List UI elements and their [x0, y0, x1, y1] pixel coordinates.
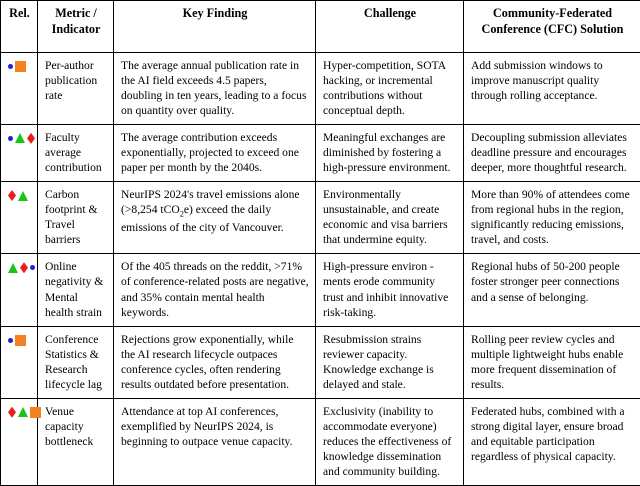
table-row [1, 182, 640, 254]
metric-indicator-cell: Venue capacity bottleneck [38, 398, 114, 485]
challenge-cell: Hyper-competition, SOTA hacking, or incremental contributions without conceptual depth. [316, 52, 464, 124]
header-label-solution-line2: Conference (CFC) Solution [482, 22, 624, 36]
key-finding-cell: Attendance at top AI conferences, exemplified by NeurIPS 2024, is beginning to outpace venue capacity. [114, 398, 316, 485]
cfc-solution-cell: Federated hubs, combined with a strong digital layer, ensure broad and equitable participation regardless of physical capacity. [464, 398, 640, 485]
blue-dot-marker-icon [8, 64, 13, 69]
blue-dot-marker-icon [30, 265, 35, 270]
header-row [1, 1, 640, 53]
red-diamond-marker-icon [8, 407, 16, 418]
challenge-cell: Resubmission strains reviewer capacity. Knowledge exchange is delayed and stale. [316, 326, 464, 398]
column-header-challenge [316, 1, 464, 53]
column-header-rel [1, 1, 38, 53]
header-label-metric-line1: Metric / [55, 6, 97, 20]
relevance-markers-cell [1, 182, 38, 254]
header-label-key-finding: Key Finding [183, 6, 248, 20]
cfc-solution-cell: Decoupling submission alleviates deadline pressure and encourages deeper, more thoughtful research. [464, 124, 640, 181]
cfc-solution-cell: Regional hubs of 50-200 people foster stronger peer connections and a sense of belonging. [464, 254, 640, 326]
table-header [1, 1, 640, 53]
relevance-markers-cell [1, 326, 38, 398]
green-triangle-marker-icon [18, 407, 28, 417]
green-triangle-marker-icon [8, 263, 18, 273]
key-finding-cell: The average contribution exceeds exponentially, projected to exceed one paper per month by the 2040s. [114, 124, 316, 181]
table-row [1, 124, 640, 181]
table-row [1, 52, 640, 124]
cfc-solution-cell: Rolling peer review cycles and multiple lightweight hubs enable more frequent dissemination of results. [464, 326, 640, 398]
red-diamond-marker-icon [8, 190, 16, 201]
orange-square-marker-icon [30, 407, 41, 418]
column-header-metric [38, 1, 114, 53]
orange-square-marker-icon [15, 61, 26, 72]
table-row [1, 254, 640, 326]
header-label-solution-line1: Community-Federated [493, 6, 612, 20]
column-header-cfc-solution [464, 1, 640, 53]
table-row [1, 398, 640, 485]
red-diamond-marker-icon [20, 262, 28, 273]
header-label-metric-line2: Indicator [52, 22, 101, 36]
metric-indicator-cell: Faculty average contribution [38, 124, 114, 181]
key-finding-text-part1: NeurIPS 2024's travel emissions alone (>8,254 tCO [121, 188, 300, 216]
header-label-rel: Rel. [9, 6, 30, 20]
relevance-markers-cell [1, 124, 38, 181]
column-header-key-finding [114, 1, 316, 53]
challenge-cell: High-pressure environ -ments erode community trust and inhibit innovative risk-taking. [316, 254, 464, 326]
header-label-challenge: Challenge [364, 6, 416, 20]
blue-dot-marker-icon [8, 338, 13, 343]
metric-indicator-cell: Per-author publication rate [38, 52, 114, 124]
relevance-markers-cell [1, 398, 38, 485]
red-diamond-marker-icon [27, 133, 35, 144]
metric-indicator-cell: Conference Statistics & Research lifecycle lag [38, 326, 114, 398]
key-finding-cell: Of the 405 threads on the reddit, >71% of conference-related posts are negative, and 35% contain mental health keywords. [114, 254, 316, 326]
metric-indicator-cell: Online negativity & Mental health strain [38, 254, 114, 326]
relevance-markers-cell [1, 52, 38, 124]
table-row [1, 326, 640, 398]
key-finding-cell: The average annual publication rate in the AI field exceeds 4.5 papers, doubling in ten years, leading to a focus on quantity over quality. [114, 52, 316, 124]
key-finding-subscript: 2 [180, 210, 184, 219]
relevance-markers-cell [1, 254, 38, 326]
blue-dot-marker-icon [8, 136, 13, 141]
cfc-solution-cell: Add submission windows to improve manuscript quality through rolling acceptance. [464, 52, 640, 124]
challenge-cell: Meaningful exchanges are diminished by fostering a high-pressure environment. [316, 124, 464, 181]
metric-indicator-cell: Carbon footprint & Travel barriers [38, 182, 114, 254]
table-body [1, 52, 640, 486]
key-finding-cell [114, 182, 316, 254]
cfc-solution-cell: More than 90% of attendees come from regional hubs in the region, significantly reducing emissions, travel, and costs. [464, 182, 640, 254]
orange-square-marker-icon [15, 335, 26, 346]
challenge-cell: Exclusivity (inability to accommodate everyone) reduces the effectiveness of knowledge dissemination and community building. [316, 398, 464, 485]
green-triangle-marker-icon [18, 191, 28, 201]
challenge-cell: Environmentally unsustainable, and create economic and visa barriers that undermine equity. [316, 182, 464, 254]
green-triangle-marker-icon [15, 133, 25, 143]
key-finding-text-part2: e) exceed the daily emissions of the city of Vancouver. [121, 203, 284, 234]
key-finding-cell: Rejections grow exponentially, while the AI research lifecycle outpaces conference cycles, often rendering results outdated before presentation. [114, 326, 316, 398]
